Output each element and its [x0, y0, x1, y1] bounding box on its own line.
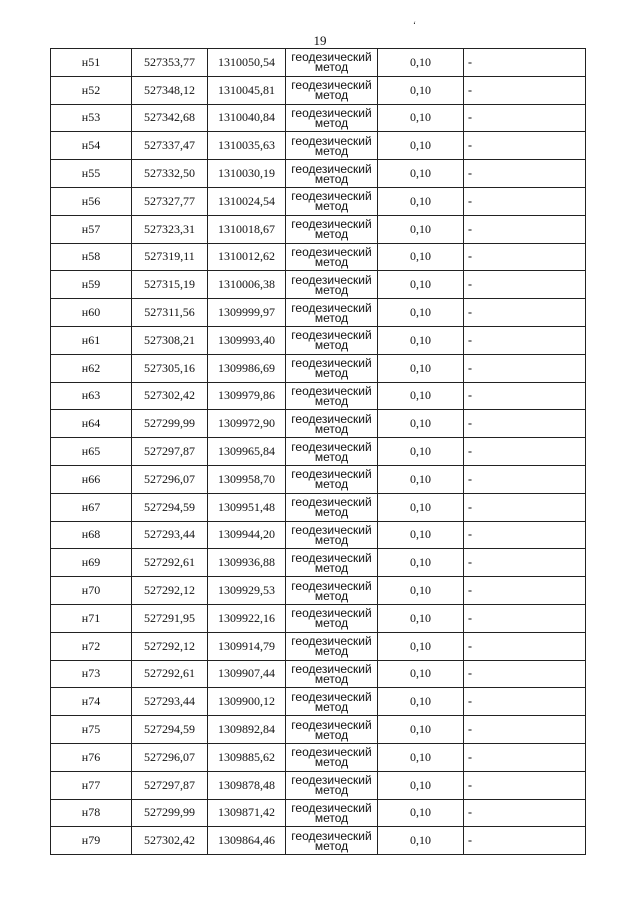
note-cell: -	[464, 354, 586, 382]
table-row	[51, 465, 586, 493]
method-cell	[286, 632, 378, 660]
point-cell: н55	[51, 160, 132, 188]
note-cell: -	[464, 632, 586, 660]
method-line: геодезический	[291, 78, 372, 93]
x-coordinate-cell: 527297,87	[132, 771, 208, 799]
method-line: метод	[314, 810, 349, 825]
table-row	[51, 354, 586, 382]
accuracy-cell: 0,10	[378, 716, 464, 744]
y-coordinate-cell: 1309999,97	[208, 299, 286, 327]
coordinates-table	[50, 48, 586, 855]
method-line: метод	[314, 616, 349, 631]
point-cell: н56	[51, 187, 132, 215]
method-line: геодезический	[291, 411, 372, 426]
note-cell: -	[464, 465, 586, 493]
method-cell	[286, 354, 378, 382]
accuracy-cell: 0,10	[378, 326, 464, 354]
point-cell: н54	[51, 132, 132, 160]
y-coordinate-cell: 1310024,54	[208, 187, 286, 215]
accuracy-cell: 0,10	[378, 243, 464, 271]
accuracy-cell: 0,10	[378, 271, 464, 299]
method-line: геодезический	[291, 439, 372, 454]
note-cell: -	[464, 76, 586, 104]
method-line: геодезический	[291, 356, 372, 371]
method-line: геодезический	[291, 217, 372, 232]
method-line: метод	[314, 671, 349, 686]
x-coordinate-cell: 527296,07	[132, 465, 208, 493]
y-coordinate-cell: 1309929,53	[208, 577, 286, 605]
method-cell	[286, 521, 378, 549]
x-coordinate-cell: 527332,50	[132, 160, 208, 188]
method-line: метод	[314, 60, 349, 75]
y-coordinate-cell: 1310030,19	[208, 160, 286, 188]
note-cell: -	[464, 243, 586, 271]
note-cell: -	[464, 716, 586, 744]
table-row	[51, 743, 586, 771]
x-coordinate-cell: 527308,21	[132, 326, 208, 354]
x-coordinate-cell: 527294,59	[132, 493, 208, 521]
y-coordinate-cell: 1309951,48	[208, 493, 286, 521]
note-cell: -	[464, 771, 586, 799]
y-coordinate-cell: 1309914,79	[208, 632, 286, 660]
note-cell: -	[464, 326, 586, 354]
method-cell	[286, 493, 378, 521]
method-cell	[286, 271, 378, 299]
method-line: метод	[314, 644, 349, 659]
table-row	[51, 660, 586, 688]
point-cell: н52	[51, 76, 132, 104]
table-row	[51, 49, 586, 77]
accuracy-cell: 0,10	[378, 382, 464, 410]
table-row	[51, 215, 586, 243]
note-cell: -	[464, 799, 586, 827]
method-cell	[286, 799, 378, 827]
accuracy-cell: 0,10	[378, 215, 464, 243]
method-line: геодезический	[291, 661, 372, 676]
note-cell: -	[464, 104, 586, 132]
note-cell: -	[464, 438, 586, 466]
method-line: метод	[314, 699, 349, 714]
point-cell: н57	[51, 215, 132, 243]
note-cell: -	[464, 215, 586, 243]
method-line: геодезический	[291, 383, 372, 398]
note-cell: -	[464, 410, 586, 438]
method-line: геодезический	[291, 634, 372, 649]
method-line: геодезический	[291, 522, 372, 537]
x-coordinate-cell: 527292,61	[132, 660, 208, 688]
method-line: геодезический	[291, 828, 372, 843]
x-coordinate-cell: 527319,11	[132, 243, 208, 271]
table-row	[51, 271, 586, 299]
method-line: геодезический	[291, 800, 372, 815]
y-coordinate-cell: 1310012,62	[208, 243, 286, 271]
table-row	[51, 382, 586, 410]
method-cell	[286, 326, 378, 354]
x-coordinate-cell: 527315,19	[132, 271, 208, 299]
y-coordinate-cell: 1309979,86	[208, 382, 286, 410]
x-coordinate-cell: 527291,95	[132, 604, 208, 632]
method-line: метод	[314, 532, 349, 547]
point-cell: н76	[51, 743, 132, 771]
method-line: геодезический	[291, 467, 372, 482]
point-cell: н68	[51, 521, 132, 549]
point-cell: н65	[51, 438, 132, 466]
x-coordinate-cell: 527292,12	[132, 632, 208, 660]
method-line: геодезический	[291, 105, 372, 120]
method-line: геодезический	[291, 133, 372, 148]
note-cell: -	[464, 604, 586, 632]
note-cell: -	[464, 549, 586, 577]
method-cell	[286, 299, 378, 327]
y-coordinate-cell: 1309936,88	[208, 549, 286, 577]
method-line: метод	[314, 393, 349, 408]
tick-mark: ‘	[413, 20, 416, 30]
point-cell: н64	[51, 410, 132, 438]
method-cell	[286, 215, 378, 243]
y-coordinate-cell: 1310018,67	[208, 215, 286, 243]
method-line: метод	[314, 477, 349, 492]
note-cell: -	[464, 382, 586, 410]
y-coordinate-cell: 1310045,81	[208, 76, 286, 104]
accuracy-cell: 0,10	[378, 104, 464, 132]
method-cell	[286, 49, 378, 77]
method-line: геодезический	[291, 745, 372, 760]
x-coordinate-cell: 527353,77	[132, 49, 208, 77]
method-line: геодезический	[291, 717, 372, 732]
x-coordinate-cell: 527297,87	[132, 438, 208, 466]
method-cell	[286, 76, 378, 104]
x-coordinate-cell: 527294,59	[132, 716, 208, 744]
table-row	[51, 160, 586, 188]
method-cell	[286, 187, 378, 215]
table-row	[51, 187, 586, 215]
accuracy-cell: 0,10	[378, 299, 464, 327]
point-cell: н79	[51, 827, 132, 855]
method-cell	[286, 604, 378, 632]
y-coordinate-cell: 1309907,44	[208, 660, 286, 688]
method-line: метод	[314, 227, 349, 242]
accuracy-cell: 0,10	[378, 438, 464, 466]
method-line: геодезический	[291, 495, 372, 510]
method-cell	[286, 827, 378, 855]
table-row	[51, 521, 586, 549]
accuracy-cell: 0,10	[378, 827, 464, 855]
accuracy-cell: 0,10	[378, 660, 464, 688]
y-coordinate-cell: 1310035,63	[208, 132, 286, 160]
table-row	[51, 438, 586, 466]
x-coordinate-cell: 527302,42	[132, 382, 208, 410]
y-coordinate-cell: 1309878,48	[208, 771, 286, 799]
accuracy-cell: 0,10	[378, 187, 464, 215]
note-cell: -	[464, 688, 586, 716]
point-cell: н72	[51, 632, 132, 660]
point-cell: н51	[51, 49, 132, 77]
method-line: метод	[314, 254, 349, 269]
y-coordinate-cell: 1309900,12	[208, 688, 286, 716]
method-line: метод	[314, 338, 349, 353]
point-cell: н62	[51, 354, 132, 382]
accuracy-cell: 0,10	[378, 549, 464, 577]
method-cell	[286, 771, 378, 799]
x-coordinate-cell: 527296,07	[132, 743, 208, 771]
y-coordinate-cell: 1309871,42	[208, 799, 286, 827]
method-line: метод	[314, 199, 349, 214]
method-line: геодезический	[291, 300, 372, 315]
x-coordinate-cell: 527302,42	[132, 827, 208, 855]
x-coordinate-cell: 527305,16	[132, 354, 208, 382]
table-row	[51, 688, 586, 716]
accuracy-cell: 0,10	[378, 632, 464, 660]
y-coordinate-cell: 1309892,84	[208, 716, 286, 744]
accuracy-cell: 0,10	[378, 493, 464, 521]
accuracy-cell: 0,10	[378, 410, 464, 438]
accuracy-cell: 0,10	[378, 354, 464, 382]
x-coordinate-cell: 527299,99	[132, 410, 208, 438]
y-coordinate-cell: 1309885,62	[208, 743, 286, 771]
method-cell	[286, 465, 378, 493]
accuracy-cell: 0,10	[378, 49, 464, 77]
table-row	[51, 326, 586, 354]
method-cell	[286, 438, 378, 466]
table-row	[51, 243, 586, 271]
point-cell: н53	[51, 104, 132, 132]
note-cell: -	[464, 577, 586, 605]
table-row	[51, 827, 586, 855]
y-coordinate-cell: 1309944,20	[208, 521, 286, 549]
point-cell: н61	[51, 326, 132, 354]
y-coordinate-cell: 1309993,40	[208, 326, 286, 354]
table-row	[51, 410, 586, 438]
method-line: геодезический	[291, 550, 372, 565]
x-coordinate-cell: 527337,47	[132, 132, 208, 160]
method-cell	[286, 549, 378, 577]
table-row	[51, 299, 586, 327]
y-coordinate-cell: 1310006,38	[208, 271, 286, 299]
x-coordinate-cell: 527293,44	[132, 521, 208, 549]
y-coordinate-cell: 1309965,84	[208, 438, 286, 466]
note-cell: -	[464, 521, 586, 549]
method-line: метод	[314, 421, 349, 436]
method-cell	[286, 743, 378, 771]
point-cell: н75	[51, 716, 132, 744]
method-line: метод	[314, 838, 349, 853]
table-row	[51, 132, 586, 160]
accuracy-cell: 0,10	[378, 743, 464, 771]
table-row	[51, 799, 586, 827]
table-row	[51, 632, 586, 660]
note-cell: -	[464, 660, 586, 688]
method-line: геодезический	[291, 161, 372, 176]
x-coordinate-cell: 527342,68	[132, 104, 208, 132]
point-cell: н78	[51, 799, 132, 827]
method-line: метод	[314, 310, 349, 325]
accuracy-cell: 0,10	[378, 76, 464, 104]
method-line: метод	[314, 88, 349, 103]
note-cell: -	[464, 132, 586, 160]
method-cell	[286, 160, 378, 188]
method-line: метод	[314, 282, 349, 297]
method-line: геодезический	[291, 606, 372, 621]
method-line: метод	[314, 755, 349, 770]
method-line: метод	[314, 115, 349, 130]
x-coordinate-cell: 527327,77	[132, 187, 208, 215]
x-coordinate-cell: 527323,31	[132, 215, 208, 243]
table-row	[51, 577, 586, 605]
point-cell: н58	[51, 243, 132, 271]
accuracy-cell: 0,10	[378, 688, 464, 716]
method-cell	[286, 104, 378, 132]
method-line: метод	[314, 143, 349, 158]
method-line: метод	[314, 560, 349, 575]
method-line: геодезический	[291, 272, 372, 287]
point-cell: н73	[51, 660, 132, 688]
method-line: геодезический	[291, 244, 372, 259]
accuracy-cell: 0,10	[378, 577, 464, 605]
method-line: метод	[314, 171, 349, 186]
method-line: геодезический	[291, 50, 372, 65]
note-cell: -	[464, 493, 586, 521]
x-coordinate-cell: 527292,12	[132, 577, 208, 605]
table-body	[51, 49, 586, 855]
y-coordinate-cell: 1309864,46	[208, 827, 286, 855]
method-line: метод	[314, 783, 349, 798]
point-cell: н70	[51, 577, 132, 605]
point-cell: н74	[51, 688, 132, 716]
method-line: метод	[314, 366, 349, 381]
method-cell	[286, 243, 378, 271]
point-cell: н59	[51, 271, 132, 299]
x-coordinate-cell: 527311,56	[132, 299, 208, 327]
note-cell: -	[464, 299, 586, 327]
y-coordinate-cell: 1310040,84	[208, 104, 286, 132]
y-coordinate-cell: 1310050,54	[208, 49, 286, 77]
note-cell: -	[464, 271, 586, 299]
table-row	[51, 104, 586, 132]
method-line: геодезический	[291, 328, 372, 343]
accuracy-cell: 0,10	[378, 771, 464, 799]
page-number: 19	[313, 33, 327, 48]
point-cell: н60	[51, 299, 132, 327]
method-cell	[286, 660, 378, 688]
accuracy-cell: 0,10	[378, 521, 464, 549]
table-row	[51, 76, 586, 104]
note-cell: -	[464, 160, 586, 188]
point-cell: н69	[51, 549, 132, 577]
table-row	[51, 493, 586, 521]
method-cell	[286, 410, 378, 438]
method-line: геодезический	[291, 773, 372, 788]
table-row	[51, 771, 586, 799]
note-cell: -	[464, 187, 586, 215]
accuracy-cell: 0,10	[378, 799, 464, 827]
method-line: геодезический	[291, 689, 372, 704]
accuracy-cell: 0,10	[378, 604, 464, 632]
accuracy-cell: 0,10	[378, 160, 464, 188]
table-row	[51, 716, 586, 744]
y-coordinate-cell: 1309972,90	[208, 410, 286, 438]
method-line: метод	[314, 727, 349, 742]
y-coordinate-cell: 1309958,70	[208, 465, 286, 493]
point-cell: н67	[51, 493, 132, 521]
y-coordinate-cell: 1309922,16	[208, 604, 286, 632]
x-coordinate-cell: 527348,12	[132, 76, 208, 104]
method-line: метод	[314, 505, 349, 520]
note-cell: -	[464, 827, 586, 855]
point-cell: н71	[51, 604, 132, 632]
note-cell: -	[464, 49, 586, 77]
x-coordinate-cell: 527293,44	[132, 688, 208, 716]
method-cell	[286, 577, 378, 605]
point-cell: н66	[51, 465, 132, 493]
x-coordinate-cell: 527292,61	[132, 549, 208, 577]
method-line: геодезический	[291, 189, 372, 204]
method-line: геодезический	[291, 578, 372, 593]
accuracy-cell: 0,10	[378, 465, 464, 493]
note-cell: -	[464, 743, 586, 771]
method-cell	[286, 716, 378, 744]
method-cell	[286, 132, 378, 160]
x-coordinate-cell: 527299,99	[132, 799, 208, 827]
method-line: метод	[314, 588, 349, 603]
method-cell	[286, 382, 378, 410]
point-cell: н63	[51, 382, 132, 410]
table-row	[51, 604, 586, 632]
y-coordinate-cell: 1309986,69	[208, 354, 286, 382]
table-row	[51, 549, 586, 577]
point-cell: н77	[51, 771, 132, 799]
method-line: метод	[314, 449, 349, 464]
accuracy-cell: 0,10	[378, 132, 464, 160]
method-cell	[286, 688, 378, 716]
